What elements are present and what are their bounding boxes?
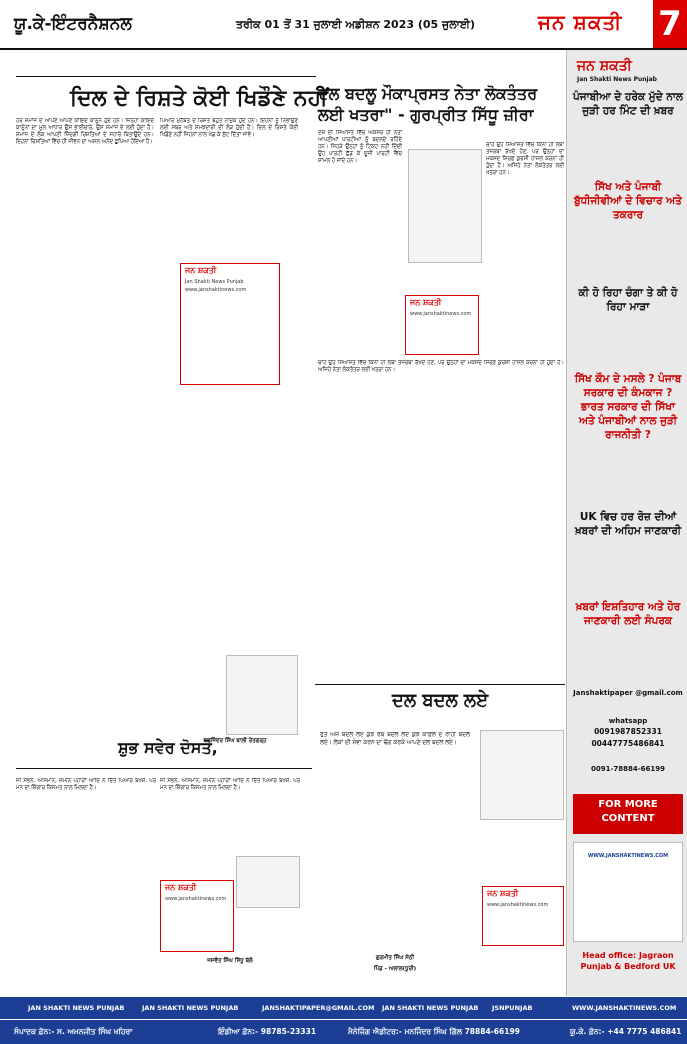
sidebar — [566, 50, 687, 996]
article-left-col2: ਪਿਆਰ ਮੁਹੱਬਤ ਦੇ ਰਿਸ਼ਤੇ ਬਹੁਤ ਨਾਜ਼ੁਕ ਹੁੰਦੇ ਹਨ। ਇਹਨਾਂ ਨੂੰ ਨਿਭਾਉਣ ਲਈ ਸਬਰ ਅਤੇ ਸਮਝਦਾਰੀ ਦੀ ਲੋੜ ਹੁੰਦੀ ਹੈ। ਦਿਲ ਦੇ ਰਿਸ਼ਤੇ ਕੋਈ ਖਿਡੌਣੇ ਨਹੀਂ ਜਿਹਨਾਂ ਨਾਲ ਖੇਡ ਕੇ ਸੁੱਟ ਦਿੱਤਾ ਜਾਵੇ। — [160, 118, 298, 138]
sidebar-phone2: 00447775486841 — [591, 739, 665, 748]
footer-web[interactable]: WWW.JANSHAKTINEWS.COM — [572, 1004, 677, 1012]
poem-text: ਰੁਤ ਅੱਜ ਬਦਲ ਲਏ ਕੁਝ ਰੱਬ ਬਦਲ ਲਏ ਕੁਝ ਕਾਫ਼ਲੇ ਦੇ ਰਾਹੀ ਬਦਲ ਲਏ। ਲੋਕਾਂ ਦੀ ਸੇਵਾ ਕਰਨ ਦਾ ਢੋਂਗ ਕਰਕੇ ਆਪਣੇ ਦਲ ਬਦਲ ਲਏ। — [320, 732, 470, 746]
footer-social-bar — [0, 997, 687, 1019]
masthead-logo: ਜਨ ਸ਼ਕਤੀ — [538, 10, 623, 34]
promo-2: ਸਿੱਖ ਅਤੇ ਪੰਜਾਬੀ ਬੁੱਧੀਜੀਵੀਆਂ ਦੇ ਵਿਚਾਰ ਅਤੇ ਤਕਰਾਰ — [574, 181, 682, 221]
ad-subtitle: Jan Shakti News Punjab — [185, 279, 244, 285]
author-mid: ਜਸਵੰਤ ਸਿੰਘ ਸਿੱਧੂ ਬੱਲੋ — [207, 958, 253, 964]
politician-photo — [408, 149, 482, 263]
promo-5: UK ਵਿਚ ਹਰ ਰੋਜ਼ ਦੀਆਂ ਖ਼ਬਰਾਂ ਦੀ ਅਹਿਮ ਜਾਣਕਾਰੀ — [574, 511, 682, 537]
more-content-banner[interactable]: FOR MORE CONTENT — [573, 794, 683, 834]
ad-title: ਜਨ ਸ਼ਕਤੀ — [185, 266, 217, 275]
article-mid-headline: ਸ਼ੁਭ ਸਵੇਰ ਦੋਸਤੋ, — [118, 738, 218, 757]
article-mid-col1: ਜੀ ਸਭਨੇ, ਆਸਮਾਨ, ਜ਼ਮੀਨ ਪਹਾੜਾਂ ਆਦਿ ਨੇ ਰਿੱਤ ਪਿਆਰ ਬਖਸ਼ੇ, ਪਰ ਮਨ ਦਾ ਸ਼ਿੰਗਾਰ ਕਿਸਮਤ ਨਾਲ ਮਿਲਦਾ ਹੈ। — [16, 778, 156, 791]
sidebar-logo: ਜਨ ਸ਼ਕਤੀ — [577, 58, 632, 74]
promo-3: ਕੀ ਹੋ ਰਿਹਾ ਚੰਗਾ ਤੇ ਕੀ ਹੋ ਰਿਹਾ ਮਾੜਾ — [578, 287, 678, 313]
ad-box-3[interactable]: ਜਨ ਸ਼ਕਤੀ www.janshaktinews.com — [160, 880, 234, 952]
article-right-headline: ਦਲ ਬਦਲੂ ਮੌਕਾਪ੍ਰਸਤ ਨੇਤਾ ਲੋਕਤੰਤਰ ਲਈ ਖਤਰਾ" - ਗੁਰਪ੍ਰੀਤ ਸਿੱਧੂ ਜ਼ੀਰਾ — [318, 84, 538, 124]
ad-box-4[interactable]: ਜਨ ਸ਼ਕਤੀ www.janshaktinews.com — [482, 886, 564, 946]
article-left-col1: ਹਰ ਸਮਾਜ ਦੇ ਆਪਣੇ ਆਪਣੇ ਕਾਇਦੇ ਕਾਨੂੰਨ ਹੁੰਦੇ ਹਨ। ਜਿਨ੍ਹਾਂ ਕਾਇਦੇ ਕਾਨੂੰਨਾਂ ਦਾ ਮੂਲ ਆਧਾਰ ਉਸ ਭਾਈਚਾਰੇ, ਉਸ ਸਮਾਜ ਦੇ ਲਈ ਹੁੰਦਾ ਹੈ। ਸਮਾਜ ਦੇ ਲੋਕ ਆਪਣੀ ਜ਼ਿੰਦਗੀ ਰਿਸ਼ਤਿਆਂ ਦੇ ਸਹਾਰੇ ਬਿਤਾਉਂਦੇ ਹਨ। ਇਹਨਾਂ ਰਿਸ਼ਤਿਆਂ ਵਿੱਚ ਹੀ ਜੀਵਨ ਦਾ ਅਸਲ ਅਨੰਦ ਛੁਪਿਆ ਹੋਇਆ ਹੈ। — [16, 118, 154, 145]
poem-headline: ਦਲ ਬਦਲ ਲਏ — [392, 690, 489, 711]
issue-date: ਤਰੀਕ 01 ਤੋਂ 31 ਜੁਲਾਈ ਅਡੀਸ਼ਨ 2023 (05 ਜੁਲਾਈ) — [236, 18, 476, 31]
promo-1: ਪੰਜਾਬੀਆ ਦੇ ਹਰੇਕ ਮੁੱਦੇ ਨਾਲ ਜੁੜੀ ਹਰ ਮਿੰਟ ਦੀ ਖ਼ਬਰ — [573, 91, 683, 117]
sidebar-web[interactable]: WWW.JANSHAKTINEWS.COM — [587, 853, 669, 859]
ad-box-1[interactable] — [180, 263, 280, 385]
poet-place: ਪਿੰਡ - ਅਲਾਲ(ਧੂਰੀ) — [373, 966, 417, 972]
ad-web: www.janshaktinews.com — [185, 287, 247, 293]
promo-6: ਖ਼ਬਰਾਂ ਇਸ਼ਤਿਹਾਰ ਅਤੇ ਹੋਰ ਜਾਣਕਾਰੀ ਲਈ ਸੰਪਰਕ — [575, 601, 681, 627]
footer-editor: ਸੰਪਾਦਕ ਫ਼ੋਨ:- ਸ. ਅਮਨਜੀਤ ਸਿੰਘ ਖਹਿਰਾ — [14, 1027, 133, 1036]
footer-youtube[interactable]: JAN SHAKTI NEWS PUNJAB — [382, 1004, 479, 1012]
sidebar-subtitle: Jan Shakti News Punjab — [577, 76, 657, 83]
article-right-col1: ਦੇਸ਼ ਦੀ ਸਿਆਸਤ ਵਿੱਚ ਅਕਸਰ ਹੀ ਨੇਤਾ ਆਪਣੀਆਂ ਪਾਰਟੀਆਂ ਨੂੰ ਬਦਲਦੇ ਰਹਿੰਦੇ ਹਨ। ਜਿਹੜੇ ਉਨ੍ਹਾਂ ਨੂੰ ਟਿਕਟ ਨਹੀਂ ਦਿੰਦੀ ਉਹ ਪਾਰਟੀ ਛੱਡ ਕੇ ਦੂਜੀ ਪਾਰਟੀ ਵਿੱਚ ਸ਼ਾਮਲ ਹੋ ਜਾਂਦੇ ਹਨ। — [318, 130, 402, 164]
sidebar-phone3: 0091-78884-66199 — [591, 765, 665, 773]
ad-box-2[interactable]: ਜਨ ਸ਼ਕਤੀ www.janshaktinews.com — [405, 295, 479, 355]
footer-facebook-2[interactable]: JAN SHAKTI NEWS PUNJAB — [142, 1004, 239, 1012]
section-title: ਯੂ.ਕੇ-ਇੰਟਰਨੈਸ਼ਨਲ — [14, 14, 132, 34]
footer-jsn[interactable]: JSNPUNJAB — [492, 1004, 533, 1012]
social-icons-panel — [573, 842, 683, 942]
sidebar-phone1: 0091987852331 — [594, 727, 662, 736]
head-office: Head office: Jagraon Punjab & Bedford UK — [580, 951, 676, 971]
footer-email[interactable]: JANSHAKTIPAPER@GMAIL.COM — [262, 1004, 375, 1012]
footer-managing-editor: ਮੈਨੇਜਿੰਗ ਐਡੀਟਰ:- ਮਨਜਿੰਦਰ ਸਿੰਘ ਗਿੱਲ 78884-66199 — [348, 1027, 520, 1036]
footer — [0, 997, 687, 1043]
article-left-headline: ਦਿਲ ਦੇ ਰਿਸ਼ਤੇ ਕੋਈ ਖਿਡੌਣੇ ਨਹੀਂ — [70, 86, 328, 111]
article-mid-col2: ਜੀ ਸਭਨੇ, ਆਸਮਾਨ, ਜ਼ਮੀਨ ਪਹਾੜਾਂ ਆਦਿ ਨੇ ਰਿੱਤ ਪਿਆਰ ਬਖਸ਼ੇ, ਪਰ ਮਨ ਦਾ ਸ਼ਿੰਗਾਰ ਕਿਸਮਤ ਨਾਲ ਮਿਲਦਾ ਹੈ। — [160, 778, 300, 791]
article-right-body: ਚਾਹੇ ਉਹ ਸਿਆਸਤ ਵਿੱਚ ਕਿੰਨਾ ਹੀ ਲੰਬਾ ਤਜਰਬਾ ਰੱਖਦੇ ਹੋਣ, ਪਰ ਉਨ੍ਹਾਂ ਦਾ ਮਕਸਦ ਸਿਰਫ਼ ਕੁਰਸੀ ਹਾਸਲ ਕਰਨਾ ਹੀ ਹੁੰਦਾ ਹੈ। ਅਜਿਹੇ ਨੇਤਾ ਲੋਕਤੰਤਰ ਲਈ ਖਤਰਾ ਹਨ। — [318, 360, 564, 373]
promo-4: ਸਿੱਖ ਕੌਮ ਦੇ ਮਸਲੇ ? ਪੰਜਾਬ ਸਰਕਾਰ ਦੀ ਕੰਮਕਾਜ ? ਭਾਰਤ ਸਰਕਾਰ ਦੀ ਸਿੱਖਾ ਅਤੇ ਪੰਜਾਬੀਆਂ ਨਾਲ ਜੁੜੀ ਰਾਜਨੀਤੀ ? — [574, 373, 682, 441]
sidebar-whatsapp: whatsapp — [608, 717, 648, 725]
article-right-col2: ਚਾਹੇ ਉਹ ਸਿਆਸਤ ਵਿੱਚ ਕਿੰਨਾ ਹੀ ਲੰਬਾ ਤਜਰਬਾ ਰੱਖਦੇ ਹੋਣ, ਪਰ ਉਨ੍ਹਾਂ ਦਾ ਮਕਸਦ ਸਿਰਫ਼ ਕੁਰਸੀ ਹਾਸਲ ਕਰਨਾ ਹੀ ਹੁੰਦਾ ਹੈ। ਅਜਿਹੇ ਨੇਤਾ ਲੋਕਤੰਤਰ ਲਈ ਖਤਰਾ ਹਨ। — [486, 142, 564, 176]
footer-india-phone: ਇੰਡੀਆ ਫ਼ੋਨ:- 98785-23331 — [218, 1027, 317, 1036]
footer-facebook[interactable]: JAN SHAKTI NEWS PUNJAB — [28, 1004, 125, 1012]
footer-uk-phone: ਯੂ.ਕੇ. ਫ਼ੋਨ:- +44 7775 486841 — [570, 1027, 682, 1036]
author-photo-mid — [236, 856, 300, 908]
page-number: 7 — [653, 0, 687, 48]
author-photo-left — [226, 655, 298, 735]
poet-name: ਗੁਰਮੀਤ ਸਿੰਘ ਸੇਠੀ — [375, 955, 415, 961]
poet-photo — [480, 730, 564, 820]
footer-contact-bar — [0, 1019, 687, 1044]
sidebar-email[interactable]: Janshaktipaper @gmail.com — [573, 689, 683, 697]
page-header — [0, 0, 687, 50]
author-left: ਬਲਜਿੰਦਰ ਸਿੰਘ ਬਾਲੀ ਰੇਤਗੜ੍ਹ — [203, 738, 267, 744]
